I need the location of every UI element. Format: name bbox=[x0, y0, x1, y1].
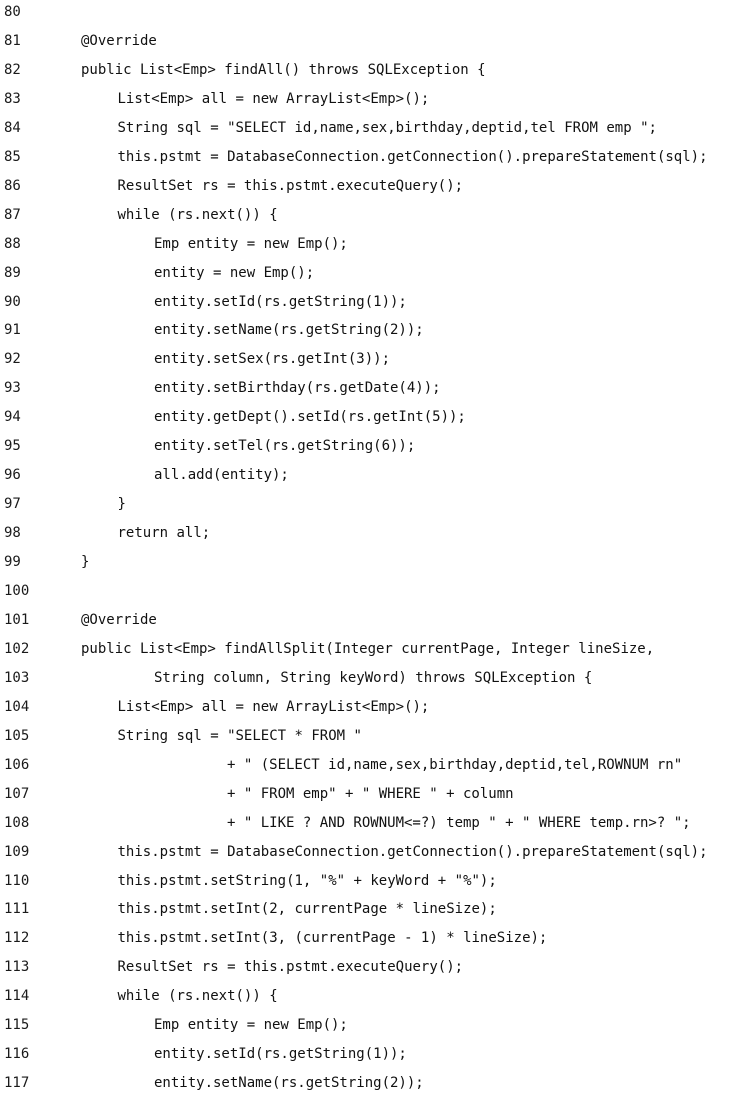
code-line bbox=[0, 521, 736, 545]
code-line bbox=[0, 1071, 736, 1095]
line-code: this.pstmt.setInt(2, currentPage * lineSize); bbox=[117, 901, 497, 918]
line-code: this.pstmt = DatabaseConnection.getConnection().prepareStatement(sql); bbox=[117, 843, 708, 860]
line-number: 105 bbox=[4, 727, 30, 744]
line-number: 82 bbox=[4, 61, 21, 78]
code-line bbox=[0, 463, 736, 487]
line-code: ResultSet rs = this.pstmt.executeQuery(); bbox=[117, 177, 464, 194]
line-code: + " LIKE ? AND ROWNUM<=?) temp " + " WHERE temp.rn>? "; bbox=[227, 814, 691, 831]
line-code: while (rs.next()) { bbox=[117, 988, 278, 1005]
line-number: 95 bbox=[4, 438, 21, 455]
line-number: 91 bbox=[4, 322, 21, 339]
line-code: String sql = "SELECT * FROM " bbox=[117, 727, 362, 744]
code-line bbox=[0, 405, 736, 429]
line-code: Emp entity = new Emp(); bbox=[154, 235, 348, 252]
line-code: entity.setTel(rs.getString(6)); bbox=[154, 438, 416, 455]
line-number: 102 bbox=[4, 640, 30, 657]
code-line bbox=[0, 318, 736, 342]
line-number: 92 bbox=[4, 351, 21, 368]
line-number: 98 bbox=[4, 525, 21, 542]
code-line bbox=[0, 782, 736, 806]
code-line bbox=[0, 376, 736, 400]
code-line bbox=[0, 926, 736, 950]
line-number: 99 bbox=[4, 554, 21, 571]
code-line bbox=[0, 695, 736, 719]
line-code: entity.getDept().setId(rs.getInt(5)); bbox=[154, 409, 466, 426]
line-number: 114 bbox=[4, 988, 30, 1005]
line-number: 111 bbox=[4, 901, 30, 918]
line-code: this.pstmt.setString(1, "%" + keyWord + "%"); bbox=[117, 872, 497, 889]
line-code: String sql = "SELECT id,name,sex,birthday,deptid,tel FROM emp "; bbox=[117, 119, 657, 136]
code-line bbox=[0, 724, 736, 748]
line-code: entity = new Emp(); bbox=[154, 264, 315, 281]
line-number: 94 bbox=[4, 409, 21, 426]
line-number: 84 bbox=[4, 119, 21, 136]
code-line bbox=[0, 0, 736, 24]
code-line bbox=[0, 637, 736, 661]
line-code: this.pstmt = DatabaseConnection.getConnection().prepareStatement(sql); bbox=[117, 148, 708, 165]
line-code: entity.setId(rs.getString(1)); bbox=[154, 293, 407, 310]
line-code: public List<Emp> findAllSplit(Integer currentPage, Integer lineSize, bbox=[81, 640, 655, 657]
code-line bbox=[0, 1042, 736, 1066]
line-code: entity.setId(rs.getString(1)); bbox=[154, 1046, 407, 1063]
line-code: entity.setName(rs.getString(2)); bbox=[154, 1075, 424, 1092]
line-code: entity.setBirthday(rs.getDate(4)); bbox=[154, 380, 441, 397]
line-number: 88 bbox=[4, 235, 21, 252]
line-number: 93 bbox=[4, 380, 21, 397]
code-line bbox=[0, 1013, 736, 1037]
code-line bbox=[0, 492, 736, 516]
line-number: 85 bbox=[4, 148, 21, 165]
line-number: 106 bbox=[4, 756, 30, 773]
line-code: } bbox=[117, 496, 126, 513]
line-number: 115 bbox=[4, 1017, 30, 1034]
line-code: + " FROM emp" + " WHERE " + column bbox=[227, 785, 514, 802]
line-code: public List<Emp> findAll() throws SQLException { bbox=[81, 61, 486, 78]
code-line bbox=[0, 550, 736, 574]
code-line bbox=[0, 174, 736, 198]
line-number: 97 bbox=[4, 496, 21, 513]
line-number: 104 bbox=[4, 698, 30, 715]
line-code: entity.setSex(rs.getInt(3)); bbox=[154, 351, 391, 368]
line-number: 100 bbox=[4, 583, 30, 599]
code-line bbox=[0, 608, 736, 632]
code-line bbox=[0, 955, 736, 979]
line-number: 96 bbox=[4, 467, 21, 484]
line-number: 117 bbox=[4, 1075, 30, 1092]
line-number: 80 bbox=[4, 4, 21, 20]
code-line bbox=[0, 232, 736, 256]
line-number: 116 bbox=[4, 1046, 30, 1063]
line-code: Emp entity = new Emp(); bbox=[154, 1017, 348, 1034]
code-line bbox=[0, 869, 736, 893]
line-code: } bbox=[81, 554, 90, 571]
code-line bbox=[0, 579, 736, 603]
line-code: @Override bbox=[81, 32, 157, 49]
code-line bbox=[0, 203, 736, 227]
line-code: @Override bbox=[81, 611, 157, 628]
line-code: ResultSet rs = this.pstmt.executeQuery(); bbox=[117, 959, 464, 976]
line-number: 83 bbox=[4, 90, 21, 107]
line-code: this.pstmt.setInt(3, (currentPage - 1) * lineSize); bbox=[117, 930, 548, 947]
code-line bbox=[0, 58, 736, 82]
line-code: return all; bbox=[117, 525, 211, 542]
line-number: 101 bbox=[4, 611, 30, 628]
code-line bbox=[0, 434, 736, 458]
line-number: 89 bbox=[4, 264, 21, 281]
code-line bbox=[0, 840, 736, 864]
line-code: List<Emp> all = new ArrayList<Emp>(); bbox=[117, 698, 430, 715]
line-number: 107 bbox=[4, 785, 30, 802]
code-line bbox=[0, 116, 736, 140]
line-number: 108 bbox=[4, 814, 30, 831]
line-code: String column, String keyWord) throws SQLException { bbox=[154, 669, 593, 686]
code-line bbox=[0, 87, 736, 111]
line-number: 103 bbox=[4, 669, 30, 686]
code-line bbox=[0, 984, 736, 1008]
code-line bbox=[0, 347, 736, 371]
line-code: while (rs.next()) { bbox=[117, 206, 278, 223]
code-line bbox=[0, 897, 736, 921]
code-line bbox=[0, 290, 736, 314]
code-line bbox=[0, 261, 736, 285]
line-number: 81 bbox=[4, 32, 21, 49]
code-line bbox=[0, 666, 736, 690]
line-number: 110 bbox=[4, 872, 30, 889]
line-number: 87 bbox=[4, 206, 21, 223]
code-line bbox=[0, 145, 736, 169]
line-number: 113 bbox=[4, 959, 30, 976]
line-code: List<Emp> all = new ArrayList<Emp>(); bbox=[117, 90, 430, 107]
code-line bbox=[0, 811, 736, 835]
line-number: 112 bbox=[4, 930, 30, 947]
line-code: + " (SELECT id,name,sex,birthday,deptid,tel,ROWNUM rn" bbox=[227, 756, 683, 773]
line-code: all.add(entity); bbox=[154, 467, 289, 484]
code-line bbox=[0, 29, 736, 53]
line-code: entity.setName(rs.getString(2)); bbox=[154, 322, 424, 339]
line-number: 90 bbox=[4, 293, 21, 310]
code-line bbox=[0, 753, 736, 777]
line-number: 86 bbox=[4, 177, 21, 194]
line-number: 109 bbox=[4, 843, 30, 860]
